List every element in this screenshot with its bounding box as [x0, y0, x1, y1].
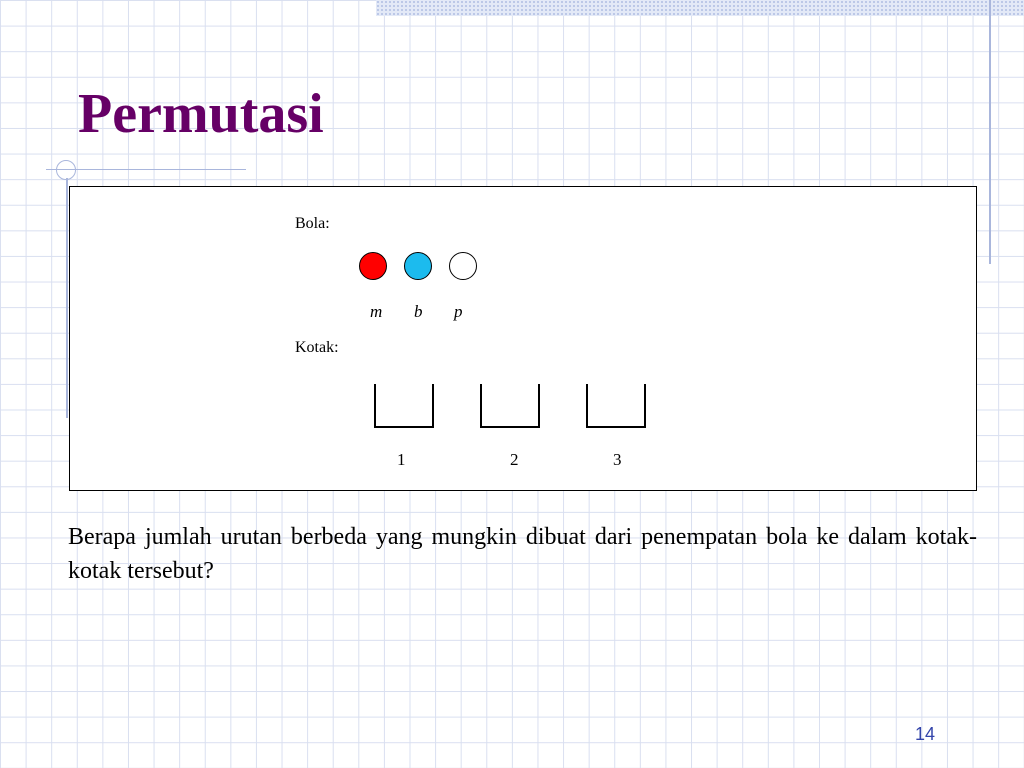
- ball-letter-m: m: [370, 302, 383, 321]
- decorative-top-band: [376, 0, 1024, 16]
- ball-box-diagram: [69, 186, 977, 491]
- box-3: [586, 384, 646, 428]
- decorative-right-rule: [989, 0, 991, 264]
- decorative-crosshair-line: [46, 169, 246, 170]
- decorative-crosshair-circle: [56, 160, 76, 180]
- box-number-1: 1: [397, 450, 406, 469]
- box-number-2: 2: [510, 450, 519, 469]
- decorative-left-rule: [66, 178, 68, 418]
- balls-label: Bola:: [295, 215, 330, 232]
- boxes-label: Kotak:: [295, 339, 339, 356]
- ball-letter-b: b: [414, 302, 423, 321]
- box-2: [480, 384, 540, 428]
- box-1: [374, 384, 434, 428]
- ball-white: [449, 252, 477, 280]
- ball-letter-p: p: [454, 302, 463, 321]
- ball-red: [359, 252, 387, 280]
- slide-title: Permutasi: [78, 83, 324, 145]
- box-number-3: 3: [613, 450, 622, 469]
- slide-number: 14: [914, 724, 936, 744]
- ball-blue: [404, 252, 432, 280]
- question-text: Berapa jumlah urutan berbeda yang mungkin dibuat dari penempatan bola ke dalam kotak-kotak tersebut?: [68, 524, 977, 584]
